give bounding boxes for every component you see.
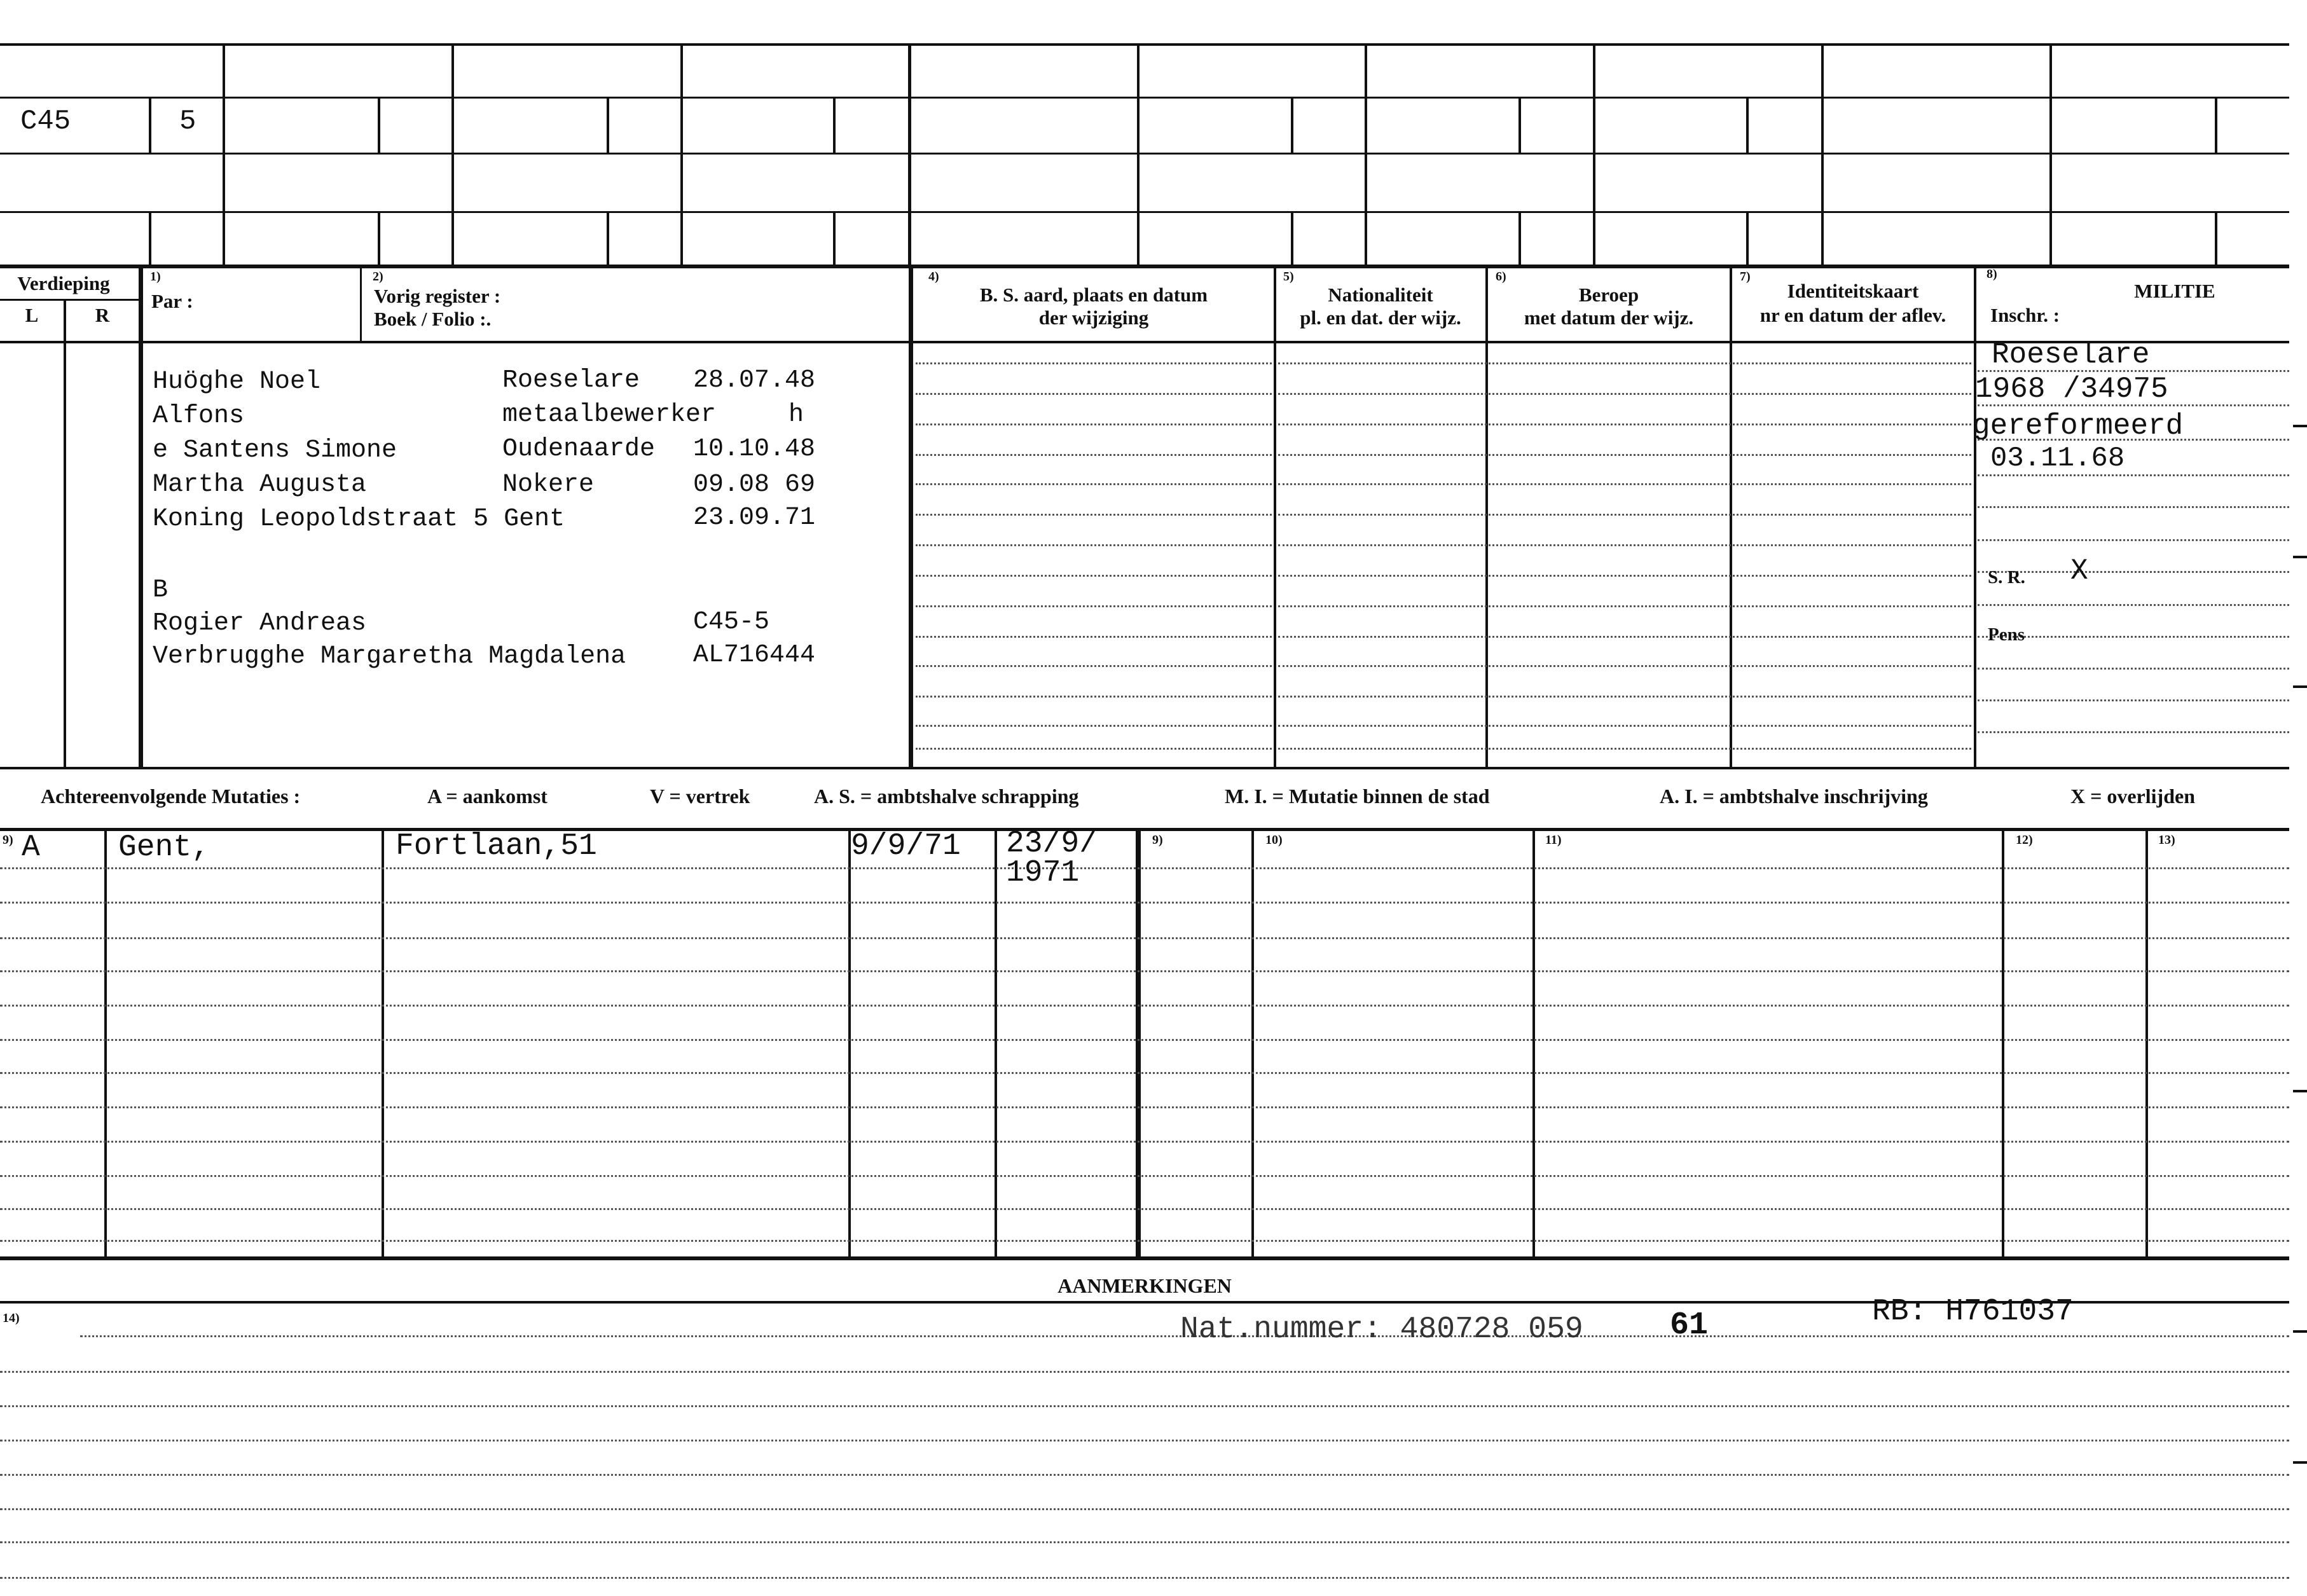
card-number: 5	[179, 106, 196, 137]
person-name: Martha Augusta	[153, 471, 367, 499]
legend-removal: A. S. = ambtshalve schrapping	[814, 785, 1079, 808]
person-name: Alfons	[153, 402, 245, 430]
person-detail: metaalbewerker	[502, 401, 717, 429]
col9-number: 9)	[3, 833, 13, 847]
national-number: Nat.nummer: 480728 059	[1180, 1312, 1583, 1347]
col12-number: 12)	[2016, 833, 2033, 847]
person-date: 23.09.71	[693, 504, 816, 532]
militie-label: MILITIE	[2134, 280, 2215, 302]
person-date: AL716444	[693, 641, 816, 670]
identiteitskaart-label-1: Identiteitskaart	[1787, 280, 1919, 302]
legend-mutation: M. I. = Mutatie binnen de stad	[1225, 785, 1490, 808]
mutation-date: 9/9/71	[851, 829, 961, 863]
col10-number: 10)	[1265, 833, 1283, 847]
militie-place: Roeselare	[1992, 338, 2150, 371]
par-number: 1)	[150, 270, 161, 284]
right-label: R	[95, 304, 110, 326]
card-code: C45	[20, 106, 71, 137]
mutation-street: Fortlaan,51	[396, 829, 597, 863]
left-label: L	[25, 304, 39, 326]
vorig-number: 2)	[373, 270, 383, 284]
boek-folio-label: Boek / Folio :.	[374, 308, 492, 330]
militie-number: 8)	[1987, 267, 1997, 281]
bs-number: 4)	[928, 270, 939, 284]
mutation-registered-date: 23/9/	[1006, 827, 1098, 861]
nationaliteit-number: 5)	[1283, 270, 1294, 284]
verdieping-label: Verdieping	[17, 272, 110, 294]
nationaliteit-label-2: pl. en dat. der wijz.	[1300, 306, 1461, 329]
bs-label-1: B. S. aard, plaats en datum	[979, 284, 1208, 306]
person-detail: Roeselare	[502, 366, 640, 395]
legend-registration: A. I. = ambtshalve inschrijving	[1660, 785, 1928, 808]
col9b-number: 9)	[1152, 833, 1163, 847]
beroep-number: 6)	[1496, 270, 1506, 284]
person-detail: Oudenaarde	[502, 435, 656, 464]
nationaliteit-label-1: Nationaliteit	[1328, 284, 1433, 306]
col11-number: 11)	[1545, 833, 1562, 847]
person-date: 28.07.48	[693, 366, 816, 395]
beroep-label-2: met datum der wijz.	[1524, 306, 1694, 329]
mutation-city: Gent,	[118, 830, 210, 865]
person-name: Huöghe Noel	[153, 368, 321, 396]
identiteitskaart-number: 7)	[1740, 270, 1751, 284]
person-name: e Santens Simone	[153, 436, 397, 465]
rb-number: RB: H761037	[1872, 1295, 2074, 1329]
mutation-type: A	[22, 830, 40, 865]
person-date: 09.08 69	[693, 471, 816, 499]
person-name: Koning Leopoldstraat 5 Gent	[153, 505, 565, 533]
remarks-title: AANMERKINGEN	[1057, 1274, 1232, 1297]
legend-departure: V = vertrek	[650, 785, 750, 808]
person-detail: Nokere	[502, 471, 595, 499]
mutation-registered-year: 1971	[1006, 856, 1080, 890]
col13-number: 13)	[2158, 833, 2175, 847]
person-date: C45-5	[693, 608, 770, 636]
person-date: 10.10.48	[693, 435, 816, 464]
legend-arrival: A = aankomst	[427, 785, 547, 808]
militie-register: 1968 /34975	[1975, 373, 2168, 406]
inschr-label: Inschr. :	[1990, 304, 2060, 326]
militie-status: gereformeerd	[1973, 409, 2184, 443]
identiteitskaart-label-2: nr en datum der aflev.	[1760, 304, 1946, 326]
legend-title: Achtereenvolgende Mutaties :	[41, 785, 301, 808]
legend-death: X = overlijden	[2070, 785, 2195, 808]
sr-label: S. R.	[1988, 567, 2025, 588]
sr-value: X	[2070, 554, 2088, 588]
national-number-check: 61	[1670, 1307, 1709, 1344]
person-name: B	[153, 576, 169, 605]
militie-date: 03.11.68	[1990, 443, 2125, 474]
person-name: Rogier Andreas	[153, 609, 367, 638]
bs-label-2: der wijziging	[1038, 306, 1149, 329]
person-name: Verbrugghe Margaretha Magdalena	[153, 642, 626, 671]
beroep-label-1: Beroep	[1578, 284, 1639, 306]
par-label: Par :	[151, 290, 193, 312]
person-date: h	[789, 401, 804, 429]
vorig-register-label: Vorig register :	[374, 285, 501, 307]
pens-label: Pens	[1988, 624, 2025, 645]
remarks-number: 14)	[3, 1311, 20, 1325]
